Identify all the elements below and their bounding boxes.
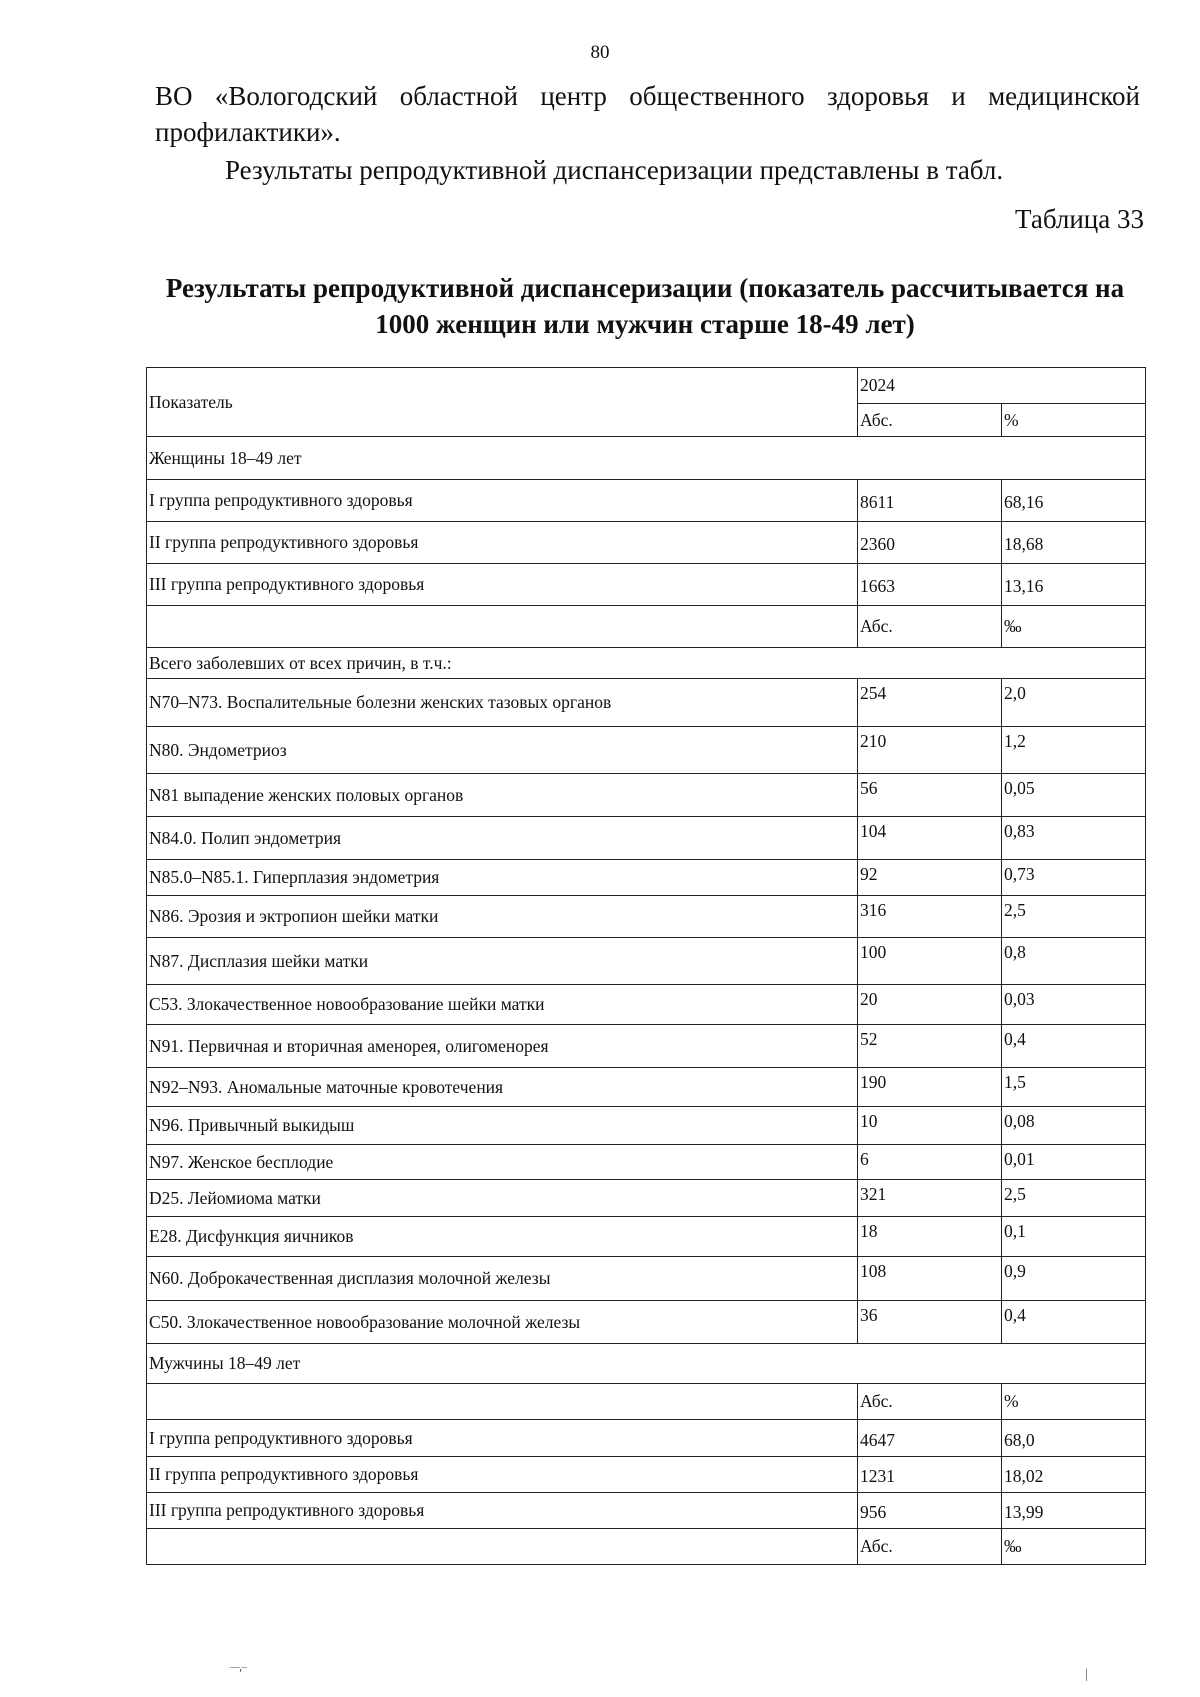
women-group-row bbox=[147, 522, 1146, 564]
row-label: N70–N73. Воспалительные болезни женских тазовых органов bbox=[147, 679, 858, 727]
men-group-row bbox=[147, 1420, 1146, 1457]
unit-val: ‰ bbox=[1002, 606, 1146, 648]
disease-row bbox=[147, 817, 1146, 860]
row-value: 1,5 bbox=[1002, 1068, 1146, 1107]
row-abs: 8611 bbox=[858, 480, 1002, 522]
header-year: 2024 bbox=[858, 368, 1146, 404]
row-abs: 316 bbox=[858, 896, 1002, 938]
row-value: 1,2 bbox=[1002, 727, 1146, 774]
row-value: 0,4 bbox=[1002, 1301, 1146, 1344]
page-number: 80 bbox=[590, 42, 610, 63]
row-abs: 52 bbox=[858, 1025, 1002, 1068]
row-value: 0,9 bbox=[1002, 1257, 1146, 1301]
row-abs: 104 bbox=[858, 817, 1002, 860]
row-value: 2,0 bbox=[1002, 679, 1146, 727]
row-abs: 108 bbox=[858, 1257, 1002, 1301]
row-label: N87. Дисплазия шейки матки bbox=[147, 938, 858, 985]
header-abs: Абс. bbox=[858, 404, 1002, 437]
results-table bbox=[146, 367, 1146, 1565]
row-abs: 6 bbox=[858, 1145, 1002, 1180]
women-group-row bbox=[147, 564, 1146, 606]
row-label: N97. Женское бесплодие bbox=[147, 1145, 858, 1180]
men-unit-row bbox=[147, 1384, 1146, 1420]
row-label: D25. Лейомиома матки bbox=[147, 1180, 858, 1217]
women-unit-row bbox=[147, 606, 1146, 648]
header-pct: % bbox=[1002, 404, 1146, 437]
row-label: N80. Эндометриоз bbox=[147, 727, 858, 774]
row-label: N60. Доброкачественная дисплазия молочной железы bbox=[147, 1257, 858, 1301]
row-abs: 18 bbox=[858, 1217, 1002, 1257]
row-label: C53. Злокачественное новообразование шейки матки bbox=[147, 985, 858, 1025]
section-label: Всего заболевших от всех причин, в т.ч.: bbox=[147, 648, 1146, 679]
disease-row bbox=[147, 679, 1146, 727]
row-value: 0,8 bbox=[1002, 938, 1146, 985]
row-value: 18,02 bbox=[1002, 1457, 1146, 1493]
row-value: 0,03 bbox=[1002, 985, 1146, 1025]
disease-row bbox=[147, 1068, 1146, 1107]
intro-text bbox=[155, 78, 1140, 188]
table-title: Результаты репродуктивной диспансеризации (показатель рассчитывается на 1000 женщин или мужчин старше 18-49 лет) bbox=[165, 273, 1125, 339]
row-value: 2,5 bbox=[1002, 896, 1146, 938]
disease-row bbox=[147, 896, 1146, 938]
disease-row bbox=[147, 1107, 1146, 1145]
row-value: 0,4 bbox=[1002, 1025, 1146, 1068]
row-value: 13,99 bbox=[1002, 1493, 1146, 1529]
row-value: 0,83 bbox=[1002, 817, 1146, 860]
row-abs: 190 bbox=[858, 1068, 1002, 1107]
row-label: N84.0. Полип эндометрия bbox=[147, 817, 858, 860]
row-abs: 20 bbox=[858, 985, 1002, 1025]
row-value: 68,0 bbox=[1002, 1420, 1146, 1457]
unit-abs: Абс. bbox=[858, 1529, 1002, 1565]
row-abs: 321 bbox=[858, 1180, 1002, 1217]
disease-row bbox=[147, 1217, 1146, 1257]
row-label: III группа репродуктивного здоровья bbox=[147, 1493, 858, 1529]
unit-abs: Абс. bbox=[858, 1384, 1002, 1420]
row-abs: 92 bbox=[858, 860, 1002, 896]
row-value: 68,16 bbox=[1002, 480, 1146, 522]
row-label: C50. Злокачественное новообразование молочной железы bbox=[147, 1301, 858, 1344]
row-abs: 1231 bbox=[858, 1457, 1002, 1493]
row-label-empty bbox=[147, 606, 858, 648]
section-label: Мужчины 18–49 лет bbox=[147, 1344, 1146, 1384]
disease-row bbox=[147, 938, 1146, 985]
row-label: N81 выпадение женских половых органов bbox=[147, 774, 858, 817]
row-abs: 4647 bbox=[858, 1420, 1002, 1457]
row-value: 0,01 bbox=[1002, 1145, 1146, 1180]
row-label: III группа репродуктивного здоровья bbox=[147, 564, 858, 606]
row-label: I группа репродуктивного здоровья bbox=[147, 1420, 858, 1457]
section-row-men bbox=[147, 1344, 1146, 1384]
disease-row bbox=[147, 1180, 1146, 1217]
unit-val: ‰ bbox=[1002, 1529, 1146, 1565]
row-label: N96. Привычный выкидыш bbox=[147, 1107, 858, 1145]
women-total-row bbox=[147, 648, 1146, 679]
row-abs: 36 bbox=[858, 1301, 1002, 1344]
disease-row bbox=[147, 1257, 1146, 1301]
row-label-empty bbox=[147, 1384, 858, 1420]
disease-row bbox=[147, 1025, 1146, 1068]
men-group-row bbox=[147, 1493, 1146, 1529]
row-abs: 56 bbox=[858, 774, 1002, 817]
header-row bbox=[147, 368, 1146, 404]
row-value: 13,16 bbox=[1002, 564, 1146, 606]
row-abs: 1663 bbox=[858, 564, 1002, 606]
row-value: 0,05 bbox=[1002, 774, 1146, 817]
row-label-empty bbox=[147, 1529, 858, 1565]
men-unit-row-2 bbox=[147, 1529, 1146, 1565]
unit-val: % bbox=[1002, 1384, 1146, 1420]
men-group-row bbox=[147, 1457, 1146, 1493]
row-value: 2,5 bbox=[1002, 1180, 1146, 1217]
table-label: Таблица 33 bbox=[1015, 204, 1144, 234]
scan-mark-left: ‾‾'‾ bbox=[230, 1667, 247, 1682]
women-group-row bbox=[147, 480, 1146, 522]
row-label: N92–N93. Аномальные маточные кровотечения bbox=[147, 1068, 858, 1107]
disease-row bbox=[147, 774, 1146, 817]
row-label: N85.0–N85.1. Гиперплазия эндометрия bbox=[147, 860, 858, 896]
header-indicator: Показатель bbox=[147, 368, 858, 437]
row-abs: 254 bbox=[858, 679, 1002, 727]
intro-paragraph-1: ВО «Вологодский областной центр общественного здоровья и медицинской профилактики». bbox=[155, 81, 1140, 147]
disease-row bbox=[147, 1301, 1146, 1344]
row-label: II группа репродуктивного здоровья bbox=[147, 1457, 858, 1493]
disease-row bbox=[147, 860, 1146, 896]
disease-row bbox=[147, 985, 1146, 1025]
row-value: 0,1 bbox=[1002, 1217, 1146, 1257]
row-label: N86. Эрозия и эктропион шейки матки bbox=[147, 896, 858, 938]
row-abs: 2360 bbox=[858, 522, 1002, 564]
unit-abs: Абс. bbox=[858, 606, 1002, 648]
row-abs: 956 bbox=[858, 1493, 1002, 1529]
intro-paragraph-2: Результаты репродуктивной диспансеризации представлены в табл. bbox=[225, 155, 1004, 185]
section-women: Женщины 18–49 лет bbox=[147, 437, 1146, 480]
row-label: E28. Дисфункция яичников bbox=[147, 1217, 858, 1257]
row-value: 18,68 bbox=[1002, 522, 1146, 564]
row-abs: 210 bbox=[858, 727, 1002, 774]
row-value: 0,73 bbox=[1002, 860, 1146, 896]
row-value: 0,08 bbox=[1002, 1107, 1146, 1145]
row-abs: 100 bbox=[858, 938, 1002, 985]
scan-mark-right: | bbox=[1085, 1667, 1088, 1682]
disease-row bbox=[147, 727, 1146, 774]
row-label: II группа репродуктивного здоровья bbox=[147, 522, 858, 564]
section-row-women bbox=[147, 437, 1146, 480]
row-label: I группа репродуктивного здоровья bbox=[147, 480, 858, 522]
row-label: N91. Первичная и вторичная аменорея, олигоменорея bbox=[147, 1025, 858, 1068]
disease-row bbox=[147, 1145, 1146, 1180]
row-abs: 10 bbox=[858, 1107, 1002, 1145]
